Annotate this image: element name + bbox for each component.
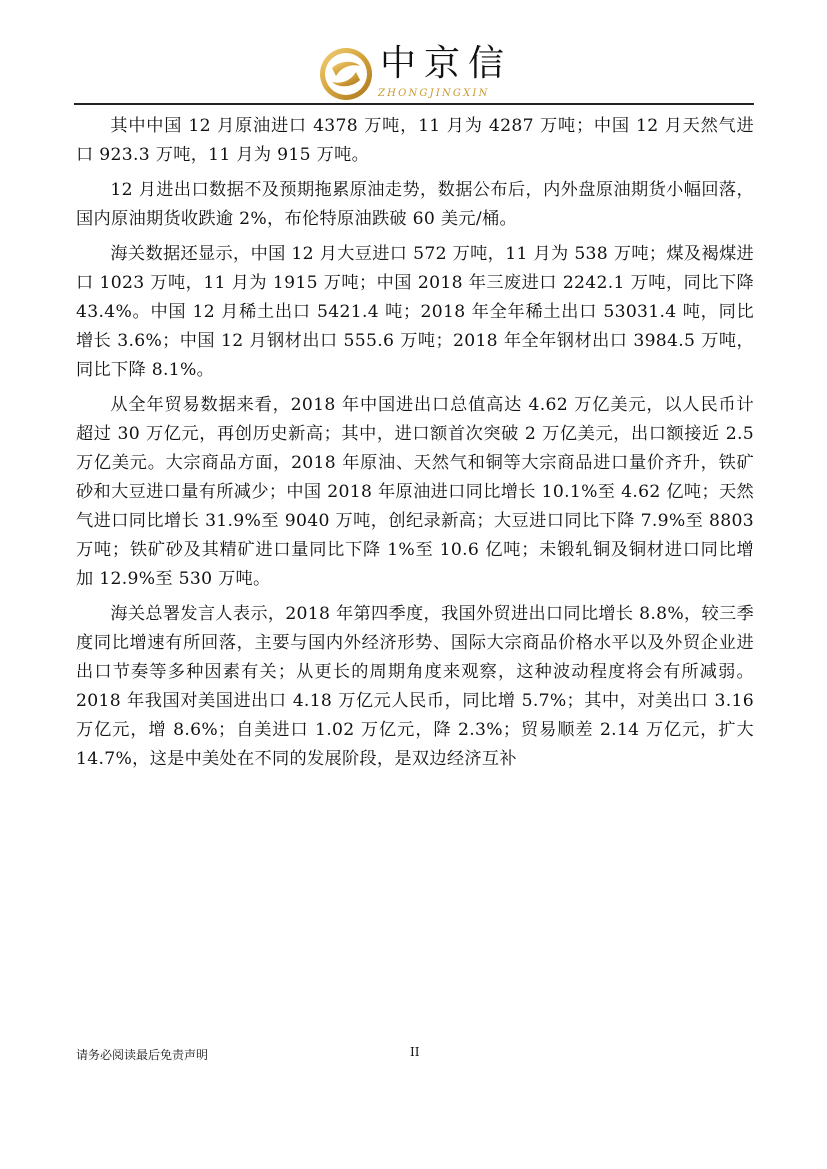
paragraph: 海关总署发言人表示，2018 年第四季度，我国外贸进出口同比增长 8.8%，较三季度同比增速有所回落，主要与国内外经济形势、国际大宗商品价格水平以及外贸企业进出口节奏等多种因素有关；从更长的周期角度来观察，这种波动程度将会有所减弱。2018 年我国对美国进出口 4.18 万亿元人民币，同比增 5.7%；其中，对美出口 3.16 万亿元，增 8.6%；自美进口 1.02 万亿元，降 2.3%；贸易顺差 2.14 万亿元，扩大 14.7%，这是中美处在不同的发展阶段，是双边经济互补 bbox=[76, 604, 754, 769]
brand-pinyin: ZHONGJINGXIN bbox=[378, 88, 490, 99]
header-rule bbox=[74, 103, 754, 105]
brand-name: 中京信 bbox=[380, 43, 513, 84]
page-header bbox=[0, 0, 827, 110]
page-number: II bbox=[410, 1045, 420, 1059]
paragraph: 海关数据还显示，中国 12 月大豆进口 572 万吨，11 月为 538 万吨；煤及褐煤进口 1023 万吨，11 月为 1915 万吨；中国 2018 年三废进口 2242.1 万吨，同比下降 43.4%。中国 12 月稀土出口 5421.4 吨；2018 年全年稀土出口 53031.4 吨，同比增长 3.6%；中国 12 月钢材出口 555.6 万吨；2018 年全年钢材出口 3984.5 万吨，同比下降 8.1%。 bbox=[76, 244, 754, 380]
paragraph: 从全年贸易数据来看，2018 年中国进出口总值高达 4.62 万亿美元，以人民币计超过 30 万亿元，再创历史新高；其中，进口额首次突破 2 万亿美元，出口额接近 2.5 万亿美元。大宗商品方面，2018 年原油、天然气和铜等大宗商品进口量价齐升，铁矿砂和大豆进口量有所减少；中国 2018 年原油进口同比增长 10.1%至 4.62 亿吨；天然气进口同比增长 31.9%至 9040 万吨，创纪录新高；大豆进口同比下降 7.9%至 8803 万吨；铁矿砂及其精矿进口量同比下降 1%至 10.6 亿吨；未锻轧铜及铜材进口同比增加 12.9%至 530 万吨。 bbox=[76, 395, 754, 589]
paragraph: 其中中国 12 月原油进口 4378 万吨，11 月为 4287 万吨；中国 12 月天然气进口 923.3 万吨，11 月为 915 万吨。 bbox=[76, 116, 754, 165]
zhongjingxin-logo-icon bbox=[318, 46, 374, 102]
document-body bbox=[76, 112, 754, 780]
disclaimer-note: 请务必阅读最后免责声明 bbox=[76, 1048, 209, 1062]
paragraph: 12 月进出口数据不及预期拖累原油走势，数据公布后，内外盘原油期货小幅回落，国内原油期货收跌逾 2%，布伦特原油跌破 60 美元/桶。 bbox=[76, 180, 754, 229]
